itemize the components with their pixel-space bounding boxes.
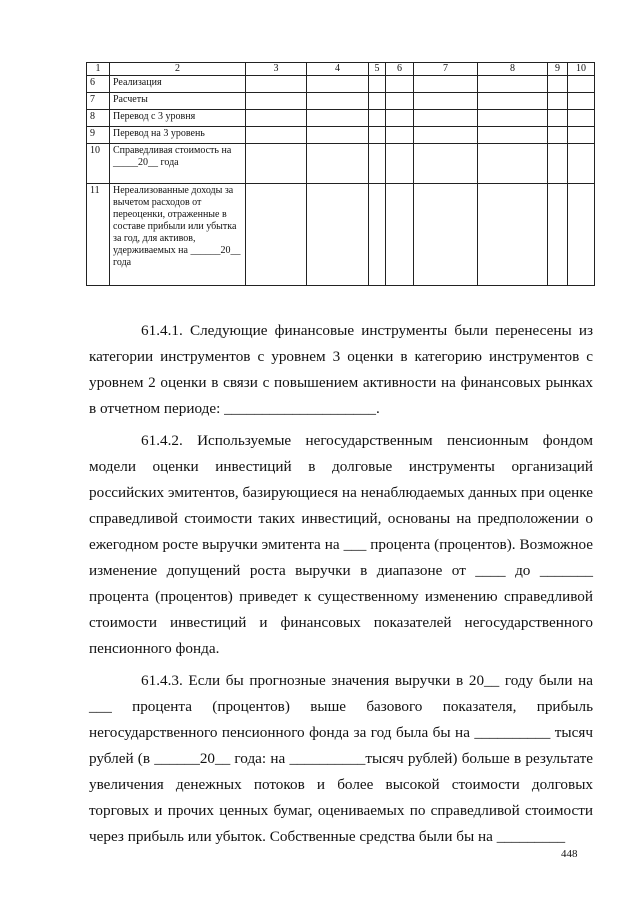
row-label: Расчеты [110, 93, 246, 110]
empty-cell [478, 110, 548, 127]
empty-cell [386, 144, 414, 184]
empty-cell [414, 184, 478, 286]
paragraph-61-4-3: 61.4.3. Если бы прогнозные значения выручки в 20__ году были на ___ процента (процентов) выше базового показателя, прибыль негосударственного пенсионного фонда за год была бы на __________ тысяч рублей (в ______20__ года: на __________тысяч рублей) больше в результате увеличения денежных потоков и более высокой стоимости долговых торговых и прочих ценных бумаг, оцениваемых по справедливой стоимости через прибыль или убыток. Собственные средства были бы на _________ [89, 672, 593, 845]
header-cell: 4 [307, 63, 369, 76]
empty-cell [568, 144, 595, 184]
row-label: Перевод на 3 уровень [110, 127, 246, 144]
empty-cell [414, 93, 478, 110]
empty-cell [548, 93, 568, 110]
header-cell: 6 [386, 63, 414, 76]
empty-cell [548, 127, 568, 144]
empty-cell [478, 184, 548, 286]
empty-cell [568, 184, 595, 286]
table-row [87, 184, 595, 286]
empty-cell [568, 127, 595, 144]
page-number: 448 [561, 848, 578, 860]
row-label: Реализация [110, 76, 246, 93]
empty-cell [369, 184, 386, 286]
header-cell: 7 [414, 63, 478, 76]
empty-cell [246, 127, 307, 144]
empty-cell [568, 76, 595, 93]
row-label: Перевод с 3 уровня [110, 110, 246, 127]
empty-cell [369, 76, 386, 93]
empty-cell [386, 76, 414, 93]
empty-cell [568, 93, 595, 110]
row-number: 7 [87, 93, 110, 110]
header-cell: 2 [110, 63, 246, 76]
empty-cell [307, 184, 369, 286]
table-row [87, 76, 595, 93]
table-row [87, 144, 595, 184]
empty-cell [307, 76, 369, 93]
empty-cell [307, 110, 369, 127]
empty-cell [414, 144, 478, 184]
empty-cell [307, 127, 369, 144]
empty-cell [386, 110, 414, 127]
empty-cell [414, 127, 478, 144]
empty-cell [548, 110, 568, 127]
empty-cell [369, 127, 386, 144]
empty-cell [307, 93, 369, 110]
empty-cell [478, 127, 548, 144]
empty-cell [307, 144, 369, 184]
row-number: 8 [87, 110, 110, 127]
empty-cell [568, 110, 595, 127]
empty-cell [548, 184, 568, 286]
table-row [87, 127, 595, 144]
empty-cell [369, 144, 386, 184]
row-number: 10 [87, 144, 110, 184]
header-cell: 9 [548, 63, 568, 76]
row-number: 6 [87, 76, 110, 93]
empty-cell [386, 184, 414, 286]
empty-cell [246, 110, 307, 127]
header-cell: 8 [478, 63, 548, 76]
empty-cell [386, 127, 414, 144]
empty-cell [478, 76, 548, 93]
empty-cell [386, 93, 414, 110]
empty-cell [478, 144, 548, 184]
row-label: Справедливая стоимость на _____20__ года [110, 144, 246, 184]
empty-cell [246, 144, 307, 184]
row-number: 9 [87, 127, 110, 144]
table-row [87, 110, 595, 127]
row-number: 11 [87, 184, 110, 286]
empty-cell [548, 144, 568, 184]
header-cell: 10 [568, 63, 595, 76]
paragraph-61-4-2: 61.4.2. Используемые негосударственным пенсионным фондом модели оценки инвестиций в долговые инструменты организаций российских эмитентов, базирующиеся на ненаблюдаемых данных при оценке справедливой стоимости таких инвестиций, основаны на предположении о ежегодном росте выручки эмитента на ___ процента (процентов). Возможное изменение допущений роста выручки в диапазоне от ____ до _______ процента (процентов) приведет к существенному изменению справедливой стоимости инвестиций и финансовых показателей негосударственного пенсионного фонда. [89, 432, 593, 657]
empty-cell [246, 184, 307, 286]
empty-cell [369, 93, 386, 110]
header-cell: 5 [369, 63, 386, 76]
empty-cell [548, 76, 568, 93]
empty-cell [246, 93, 307, 110]
body-text [89, 318, 593, 856]
paragraph-61-4-1: 61.4.1. Следующие финансовые инструменты были перенесены из категории инструментов с уровнем 3 оценки в категорию инструментов с уровнем 2 оценки в связи с повышением активности на финансовых рынках в отчетном периоде: ____________________. [89, 322, 593, 417]
header-cell: 1 [87, 63, 110, 76]
empty-cell [478, 93, 548, 110]
table-row [87, 93, 595, 110]
empty-cell [414, 110, 478, 127]
row-label: Нереализованные доходы за вычетом расходов от переоценки, отраженные в составе прибыли или убытка за год, для активов, удерживаемых на ______20__ года [110, 184, 246, 286]
financial-table [86, 62, 595, 286]
empty-cell [246, 76, 307, 93]
empty-cell [414, 76, 478, 93]
empty-cell [369, 110, 386, 127]
header-cell: 3 [246, 63, 307, 76]
table-header-row [87, 63, 595, 76]
